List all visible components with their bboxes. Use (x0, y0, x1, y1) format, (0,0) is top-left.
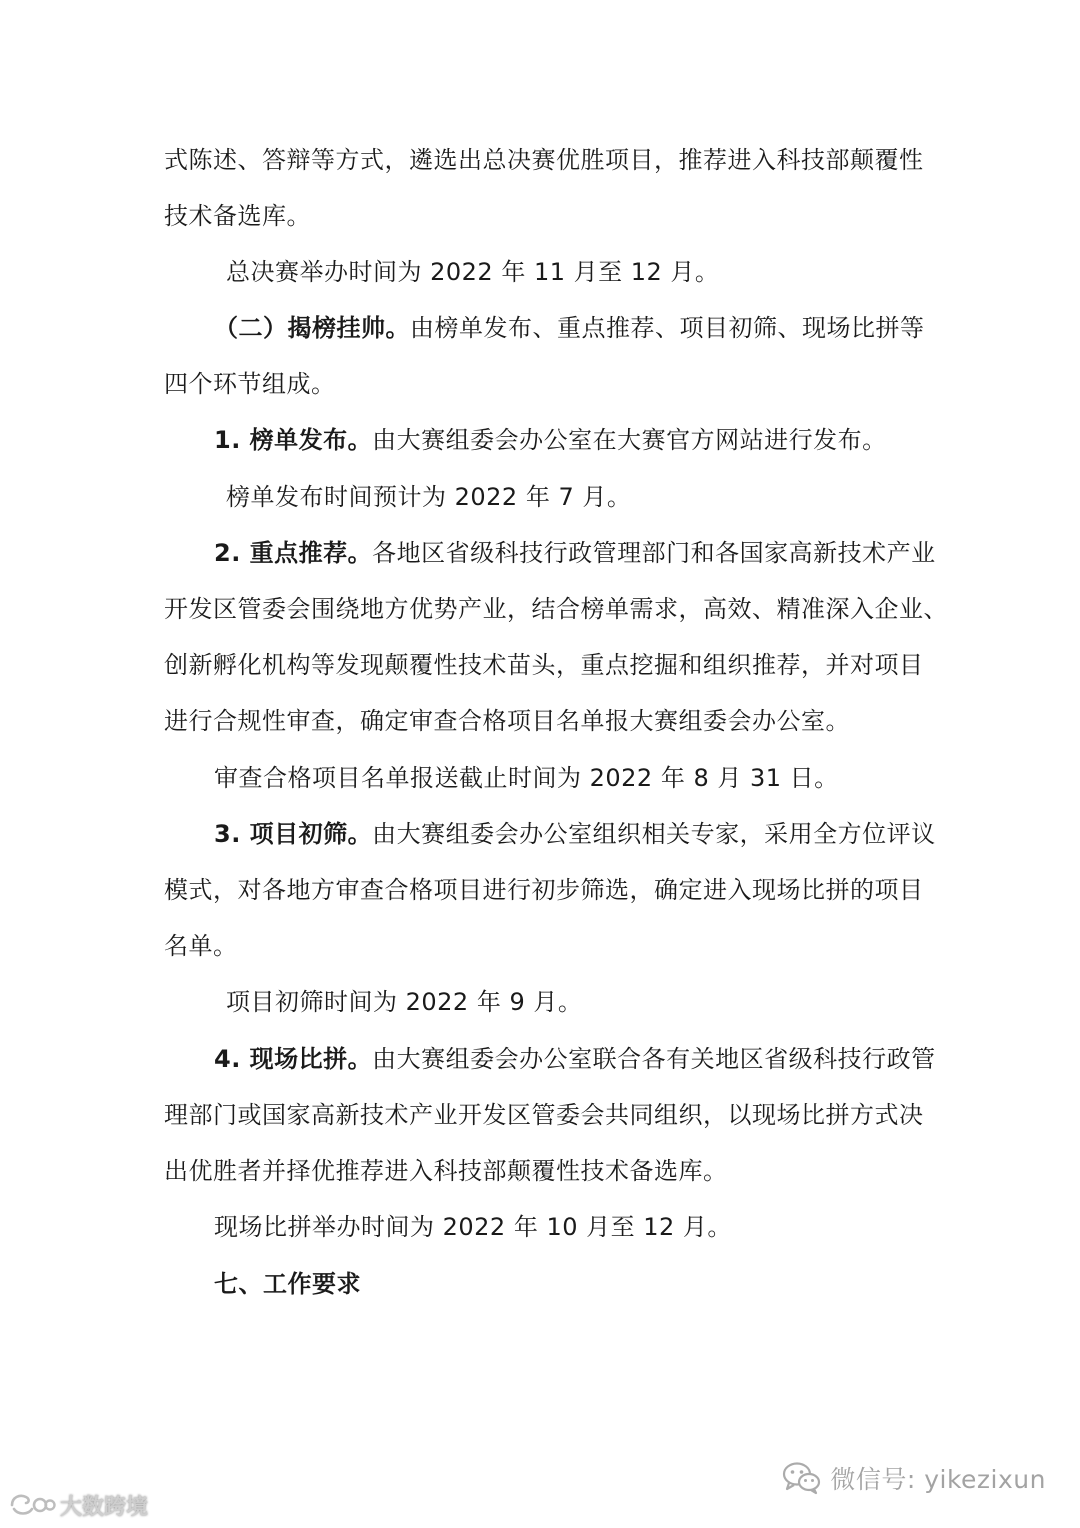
item-line: 1. 榜单发布。由大赛组委会办公室在大赛官方网站进行发布。 (214, 426, 887, 454)
paragraph-line: 榜单发布时间预计为 2022 年 7 月。 (226, 483, 632, 511)
item-line: 4. 现场比拼。由大赛组委会办公室联合各有关地区省级科技行政管 (214, 1045, 936, 1073)
wechat-icon (782, 1461, 822, 1495)
bold-heading: （二）揭榜挂帅。 (214, 314, 410, 342)
bold-heading: 1. 榜单发布。 (214, 426, 373, 454)
paragraph-line: 式陈述、答辩等方式，遴选出总决赛优胜项目，推荐进入科技部颠覆性 (164, 146, 924, 174)
paragraph-line: 名单。 (164, 932, 238, 960)
bold-heading: 4. 现场比拼。 (214, 1045, 373, 1073)
bold-heading: 3. 项目初筛。 (214, 820, 373, 848)
brand-text: 大数跨境 (60, 1494, 149, 1520)
paragraph-line: 审查合格项目名单报送截止时间为 2022 年 8 月 31 日。 (214, 764, 839, 792)
wechat-watermark (782, 1458, 1046, 1498)
section-heading-line: （二）揭榜挂帅。由榜单发布、重点推荐、项目初筛、现场比拼等 (214, 314, 925, 342)
paragraph-line: 出优胜者并择优推荐进入科技部颠覆性技术备选库。 (164, 1157, 728, 1185)
item-line: 2. 重点推荐。各地区省级科技行政管理部门和各国家高新技术产业 (214, 539, 936, 567)
wechat-id-text: 微信号: yikezixun (830, 1465, 1046, 1494)
paragraph-line: 创新孵化机构等发现颠覆性技术苗头，重点挖掘和组织推荐，并对项目 (164, 651, 924, 679)
paragraph-line: 模式，对各地方审查合格项目进行初步筛选，确定进入现场比拼的项目 (164, 876, 924, 904)
paragraph-line: 现场比拼举办时间为 2022 年 10 月至 12 月。 (214, 1213, 732, 1241)
weibo-like-icon (8, 1491, 56, 1519)
paragraph-line: 理部门或国家高新技术产业开发区管委会共同组织，以现场比拼方式决 (164, 1101, 924, 1129)
paragraph-line: 开发区管委会围绕地方优势产业，结合榜单需求，高效、精准深入企业、 (164, 595, 948, 623)
paragraph-line: 进行合规性审查，确定审查合格项目名单报大赛组委会办公室。 (164, 707, 850, 735)
brand-watermark (8, 1490, 148, 1520)
bold-heading: 2. 重点推荐。 (214, 539, 373, 567)
paragraph-line: 项目初筛时间为 2022 年 9 月。 (226, 988, 583, 1016)
paragraph-line: 技术备选库。 (164, 202, 311, 230)
section-heading: 七、工作要求 (214, 1270, 361, 1298)
paragraph-line: 总决赛举办时间为 2022 年 11 月至 12 月。 (226, 258, 720, 286)
paragraph-line: 四个环节组成。 (164, 370, 336, 398)
item-line: 3. 项目初筛。由大赛组委会办公室组织相关专家，采用全方位评议 (214, 820, 936, 848)
